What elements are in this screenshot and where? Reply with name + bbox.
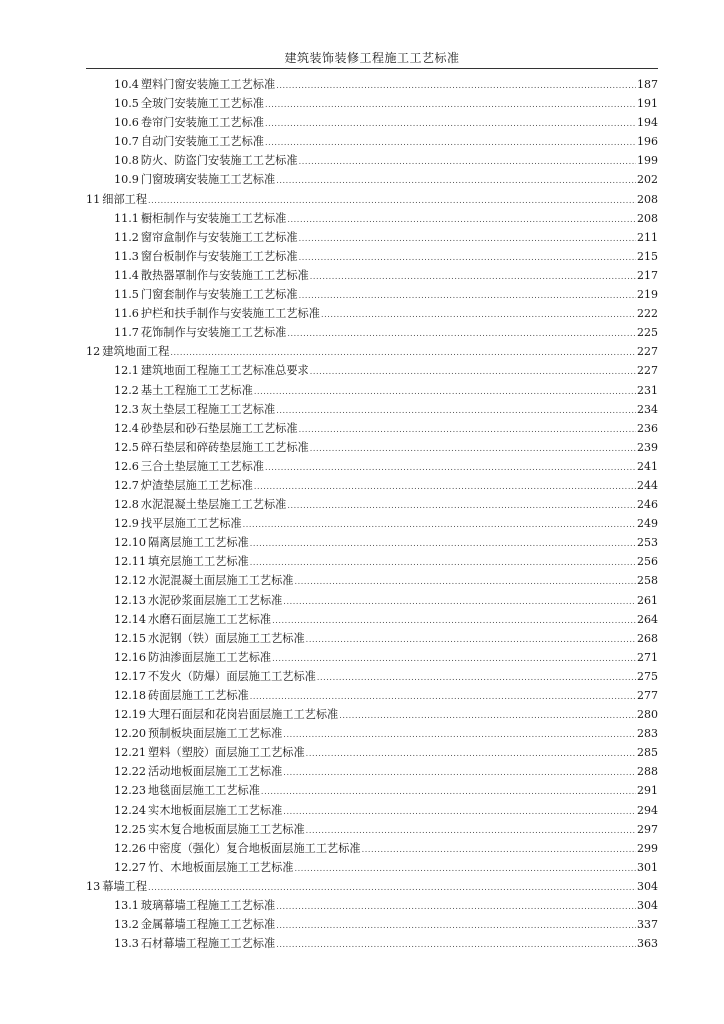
toc-entry-title: 地毯面层施工工艺标准 [148, 784, 260, 798]
toc-entry-number: 11.5 [114, 288, 139, 302]
toc-entry-page-number: 258 [637, 574, 658, 588]
toc-entry-page-number: 268 [637, 631, 658, 645]
toc-entry-number: 12.7 [114, 478, 139, 492]
toc-entry-title: 中密度（强化）复合地板面层施工工艺标准 [148, 841, 361, 855]
toc-entry-title: 三合土垫层施工工艺标准 [140, 459, 264, 473]
toc-dot-leader [265, 95, 636, 114]
toc-dot-leader [310, 439, 636, 458]
toc-entry-title: 不发火（防爆）面层施工工艺标准 [148, 669, 316, 683]
toc-dot-leader [321, 305, 636, 324]
toc-entry-title: 花饰制作与安装施工工艺标准 [140, 326, 287, 340]
toc-chapter-entry[interactable] [86, 342, 658, 361]
toc-entry-page-number: 264 [637, 612, 658, 626]
toc-entry-number: 12.8 [114, 498, 139, 512]
toc-section-entry[interactable] [86, 705, 658, 724]
toc-entry-title: 竹、木地板面层施工工艺标准 [148, 860, 294, 874]
toc-entry-number: 12.22 [114, 765, 147, 779]
toc-dot-leader [254, 477, 636, 496]
toc-entry-page-number: 280 [637, 708, 658, 722]
toc-entry-page-number: 215 [637, 249, 658, 263]
toc-dot-leader [254, 382, 636, 401]
toc-entry-number: 12.4 [114, 421, 139, 435]
toc-dot-leader [272, 611, 636, 630]
toc-entry-title: 建筑地面工程 [102, 345, 170, 359]
toc-entry-page-number: 291 [637, 784, 658, 798]
toc-entry-title: 石材幕墙工程施工工艺标准 [140, 937, 276, 951]
toc-dot-leader [299, 286, 636, 305]
toc-entry-page-number: 208 [637, 211, 658, 225]
toc-entry-number: 12.5 [114, 440, 139, 454]
toc-entry-number: 12.17 [114, 669, 147, 683]
toc-entry-title: 砖面层施工工艺标准 [148, 689, 249, 702]
toc-entry-number: 10.5 [114, 97, 139, 111]
toc-entry-page-number: 217 [637, 268, 658, 282]
toc-entry-title: 实木复合地板面层施工工艺标准 [148, 822, 305, 836]
toc-entry-title: 基土工程施工工艺标准 [140, 383, 253, 397]
toc-entry-number: 12.24 [114, 803, 147, 817]
toc-entry-page-number: 249 [637, 517, 658, 531]
toc-section-entry[interactable] [86, 686, 658, 705]
toc-section-entry[interactable] [86, 132, 658, 151]
toc-dot-leader [310, 362, 636, 381]
toc-entry-page-number: 304 [637, 899, 658, 913]
toc-entry-page-number: 211 [637, 230, 658, 244]
toc-section-entry[interactable] [86, 533, 658, 552]
toc-entry-number: 11.2 [114, 230, 139, 244]
toc-dot-leader [265, 458, 636, 477]
toc-dot-leader [276, 897, 636, 916]
toc-entry-page-number: 285 [637, 746, 658, 760]
toc-section-entry[interactable] [86, 915, 658, 934]
toc-entry-page-number: 294 [637, 803, 658, 817]
toc-entry-page-number: 194 [637, 116, 658, 130]
toc-entry-title: 窗帘盒制作与安装施工工艺标准 [140, 230, 298, 244]
page-header-title: 建筑装饰装修工程施工工艺标准 [284, 51, 460, 65]
toc-dot-leader [287, 496, 636, 515]
toc-entry-number: 12.21 [114, 746, 147, 760]
toc-section-entry[interactable] [86, 170, 658, 189]
toc-entry-page-number: 196 [637, 135, 658, 149]
toc-entry-page-number: 275 [637, 669, 658, 683]
toc-entry-page-number: 299 [637, 841, 658, 855]
toc-chapter-entry[interactable] [86, 190, 658, 209]
toc-entry-title: 水磨石面层施工工艺标准 [148, 612, 272, 626]
toc-dot-leader [283, 725, 636, 744]
toc-dot-leader [272, 649, 636, 668]
toc-entry-number: 11.1 [114, 211, 139, 225]
toc-entry-number: 10.9 [114, 173, 139, 187]
toc-entry-title: 防火、防盗门安装施工工艺标准 [140, 154, 298, 168]
toc-dot-leader [250, 534, 636, 553]
toc-entry-title: 填充层施工工艺标准 [148, 555, 249, 569]
toc-section-entry[interactable] [86, 228, 658, 247]
toc-entry-number: 12.18 [114, 689, 147, 702]
toc-dot-leader [276, 401, 636, 420]
toc-entry-number: 11.3 [114, 249, 139, 263]
toc-dot-leader [148, 878, 636, 897]
toc-section-entry[interactable] [86, 743, 658, 762]
toc-entry-number: 10.7 [114, 135, 139, 149]
toc-entry-number: 12.15 [114, 631, 147, 645]
toc-entry-page-number: 202 [637, 173, 658, 187]
toc-entry-title: 橱柜制作与安装施工工艺标准 [140, 211, 287, 225]
toc-section-entry[interactable] [86, 304, 658, 323]
toc-entry-title: 塑料（塑胶）面层施工工艺标准 [148, 746, 305, 760]
toc-entry-page-number: 246 [637, 498, 658, 512]
toc-entry-page-number: 231 [637, 383, 658, 397]
toc-entry-page-number: 256 [637, 555, 658, 569]
toc-dot-leader [306, 630, 636, 649]
toc-dot-leader [287, 324, 636, 343]
toc-entry-number: 12.6 [114, 459, 139, 473]
toc-entry-title: 水泥混凝土垫层施工工艺标准 [140, 498, 287, 512]
table-of-contents [86, 75, 658, 953]
toc-entry-number: 12.20 [114, 727, 147, 741]
toc-entry-number: 13.3 [114, 937, 139, 951]
toc-dot-leader [294, 572, 636, 591]
toc-entry-number: 12.10 [114, 536, 147, 550]
toc-entry-number: 12 [86, 345, 101, 359]
toc-dot-leader [339, 706, 636, 725]
toc-section-entry[interactable] [86, 514, 658, 533]
toc-entry-number: 12.13 [114, 593, 147, 607]
toc-entry-number: 12.27 [114, 860, 147, 874]
toc-entry-title: 碎石垫层和碎砖垫层施工工艺标准 [140, 440, 309, 454]
toc-entry-number: 11.7 [114, 326, 139, 340]
toc-entry-number: 10.8 [114, 154, 139, 168]
toc-entry-number: 12.16 [114, 650, 147, 664]
toc-entry-page-number: 241 [637, 459, 658, 473]
toc-entry-title: 细部工程 [102, 192, 148, 206]
toc-entry-page-number: 187 [637, 78, 658, 91]
toc-entry-page-number: 297 [637, 822, 658, 836]
toc-entry-number: 12.9 [114, 517, 139, 531]
toc-entry-page-number: 244 [637, 478, 658, 492]
toc-entry-page-number: 277 [637, 689, 658, 702]
toc-dot-leader [299, 248, 636, 267]
toc-entry-page-number: 222 [637, 307, 658, 321]
toc-dot-leader [243, 515, 636, 534]
toc-dot-leader [299, 229, 636, 248]
toc-section-entry[interactable] [86, 934, 658, 953]
toc-section-entry[interactable] [86, 629, 658, 648]
toc-section-entry[interactable] [86, 400, 658, 419]
toc-dot-leader [299, 152, 636, 171]
toc-entry-number: 10.6 [114, 116, 139, 130]
toc-entry-page-number: 234 [637, 402, 658, 416]
toc-entry-page-number: 304 [637, 879, 658, 893]
toc-entry-page-number: 227 [637, 345, 658, 359]
toc-entry-title: 全玻门安装施工工艺标准 [140, 97, 264, 111]
toc-entry-page-number: 337 [637, 918, 658, 932]
toc-entry-page-number: 301 [637, 860, 658, 874]
toc-entry-page-number: 283 [637, 727, 658, 741]
toc-dot-leader [265, 114, 636, 133]
toc-section-entry[interactable] [86, 247, 658, 266]
toc-entry-title: 金属幕墙工程施工工艺标准 [140, 918, 276, 932]
toc-section-entry[interactable] [86, 323, 658, 342]
toc-section-entry[interactable] [86, 571, 658, 590]
toc-section-entry[interactable] [86, 94, 658, 113]
toc-dot-leader [250, 687, 636, 706]
toc-entry-page-number: 288 [637, 765, 658, 779]
toc-entry-title: 灰土垫层工程施工工艺标准 [140, 402, 276, 416]
toc-entry-page-number: 253 [637, 536, 658, 550]
toc-entry-page-number: 225 [637, 326, 658, 340]
toc-entry-number: 11.4 [114, 268, 139, 282]
toc-entry-title: 塑料门窗安装施工工艺标准 [140, 78, 276, 91]
toc-entry-title: 水泥砂浆面层施工工艺标准 [148, 593, 283, 607]
toc-section-entry[interactable] [86, 266, 658, 285]
toc-dot-leader [276, 935, 636, 954]
toc-entry-page-number: 239 [637, 440, 658, 454]
toc-dot-leader [276, 171, 636, 190]
toc-entry-title: 大理石面层和花岗岩面层施工工艺标准 [148, 708, 339, 722]
toc-section-entry[interactable] [86, 896, 658, 915]
toc-section-entry[interactable] [86, 667, 658, 686]
toc-entry-title: 活动地板面层施工工艺标准 [148, 765, 283, 779]
toc-section-entry[interactable] [86, 381, 658, 400]
toc-entry-title: 护栏和扶手制作与安装施工工艺标准 [140, 307, 320, 321]
toc-entry-page-number: 199 [637, 154, 658, 168]
toc-entry-title: 窗台板制作与安装施工工艺标准 [140, 249, 298, 263]
toc-section-entry[interactable] [86, 361, 658, 380]
toc-entry-number: 12.25 [114, 822, 147, 836]
toc-entry-number: 12.14 [114, 612, 147, 626]
toc-entry-number: 10.4 [114, 78, 139, 91]
toc-entry-number: 12.12 [114, 574, 147, 588]
toc-entry-number: 12.26 [114, 841, 147, 855]
toc-section-entry[interactable] [86, 438, 658, 457]
toc-entry-title: 建筑地面工程施工工艺标准总要求 [140, 364, 309, 378]
toc-entry-page-number: 271 [637, 650, 658, 664]
toc-chapter-entry[interactable] [86, 877, 658, 896]
toc-section-entry[interactable] [86, 820, 658, 839]
toc-section-entry[interactable] [86, 762, 658, 781]
toc-dot-leader [306, 744, 636, 763]
toc-entry-title: 预制板块面层施工工艺标准 [148, 727, 283, 741]
toc-entry-page-number: 261 [637, 593, 658, 607]
toc-section-entry[interactable] [86, 457, 658, 476]
toc-entry-title: 找平层施工工艺标准 [140, 517, 242, 531]
toc-dot-leader [148, 191, 636, 210]
toc-section-entry[interactable] [86, 209, 658, 228]
toc-section-entry[interactable] [86, 591, 658, 610]
toc-dot-leader [250, 553, 636, 572]
toc-section-entry[interactable] [86, 495, 658, 514]
toc-section-entry[interactable] [86, 724, 658, 743]
toc-entry-title: 门窗套制作与安装施工工艺标准 [140, 288, 298, 302]
toc-section-entry[interactable] [86, 285, 658, 304]
toc-section-entry[interactable] [86, 858, 658, 877]
toc-entry-page-number: 227 [637, 364, 658, 378]
toc-entry-number: 12.11 [114, 555, 147, 569]
toc-entry-title: 水泥钢（铁）面层施工工艺标准 [148, 631, 305, 645]
toc-entry-number: 12.2 [114, 383, 139, 397]
toc-entry-number: 13.2 [114, 918, 139, 932]
toc-entry-page-number: 191 [637, 97, 658, 111]
toc-dot-leader [283, 763, 636, 782]
toc-dot-leader [299, 420, 636, 439]
toc-entry-page-number: 236 [637, 421, 658, 435]
toc-entry-title: 玻璃幕墙工程施工工艺标准 [140, 899, 276, 913]
toc-entry-page-number: 219 [637, 288, 658, 302]
toc-dot-leader [294, 859, 636, 878]
toc-entry-title: 实木地板面层施工工艺标准 [148, 803, 283, 817]
toc-entry-title: 卷帘门安装施工工艺标准 [140, 116, 264, 130]
toc-section-entry[interactable] [86, 781, 658, 800]
toc-entry-title: 散热器罩制作与安装施工工艺标准 [140, 268, 309, 282]
header-divider [86, 68, 658, 69]
toc-section-entry[interactable] [86, 552, 658, 571]
toc-dot-leader [306, 821, 636, 840]
toc-entry-title: 隔离层施工工艺标准 [148, 536, 249, 550]
toc-dot-leader [362, 840, 636, 859]
toc-entry-number: 12.23 [114, 784, 147, 798]
toc-entry-number: 13 [86, 879, 101, 893]
toc-entry-number: 13.1 [114, 899, 139, 913]
toc-section-entry[interactable] [86, 476, 658, 495]
toc-dot-leader [317, 668, 636, 687]
toc-section-entry[interactable] [86, 75, 658, 94]
toc-dot-leader [265, 133, 636, 152]
toc-section-entry[interactable] [86, 419, 658, 438]
toc-entry-page-number: 208 [637, 192, 658, 206]
toc-section-entry[interactable] [86, 648, 658, 667]
toc-section-entry[interactable] [86, 839, 658, 858]
toc-entry-title: 砂垫层和砂石垫层施工工艺标准 [140, 421, 298, 435]
toc-entry-title: 自动门安装施工工艺标准 [140, 135, 264, 149]
toc-dot-leader [261, 782, 636, 801]
toc-section-entry[interactable] [86, 113, 658, 132]
toc-entry-title: 防油渗面层施工工艺标准 [148, 650, 272, 664]
toc-dot-leader [283, 802, 636, 821]
toc-dot-leader [276, 916, 636, 935]
toc-entry-title: 炉渣垫层施工工艺标准 [140, 478, 253, 492]
toc-section-entry[interactable] [86, 801, 658, 820]
toc-entry-title: 门窗玻璃安装施工工艺标准 [140, 173, 276, 187]
toc-entry-number: 12.19 [114, 708, 147, 722]
toc-entry-number: 11 [86, 192, 101, 206]
toc-section-entry[interactable] [86, 151, 658, 170]
toc-section-entry[interactable] [86, 610, 658, 629]
toc-dot-leader [276, 76, 636, 95]
toc-entry-number: 11.6 [114, 307, 139, 321]
toc-dot-leader [310, 267, 636, 286]
toc-entry-number: 12.1 [114, 364, 139, 378]
toc-dot-leader [287, 210, 636, 229]
toc-dot-leader [283, 592, 636, 611]
toc-entry-page-number: 363 [637, 937, 658, 951]
toc-entry-title: 水泥混凝土面层施工工艺标准 [148, 574, 294, 588]
toc-entry-number: 12.3 [114, 402, 139, 416]
toc-entry-title: 幕墙工程 [102, 879, 148, 893]
toc-dot-leader [170, 343, 636, 362]
